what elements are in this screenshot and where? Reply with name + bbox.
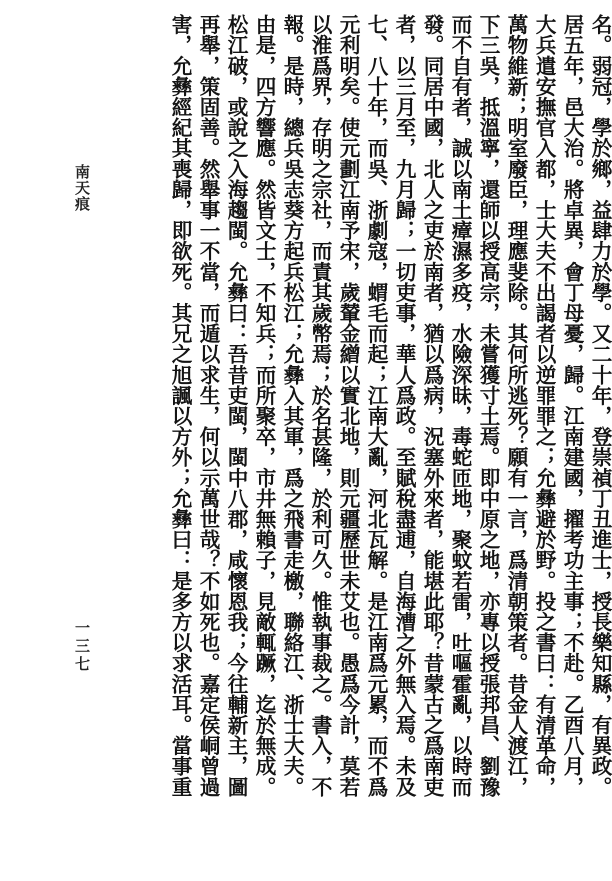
text-column: 七、八十年，而吳、浙劇寇，蝟毛而起；江南大亂，河北瓦解。是江南爲元累，而不爲	[364, 14, 388, 797]
text-column: 者，以三月至，九月歸；一切吏事，華人爲政。至賦稅盡逋，自海漕之外無入焉。未及	[392, 14, 416, 797]
text-column: 居五年，邑大治。將卓異，會丁母憂，歸。江南建國，擢考功主事；不赴。乙酉八月，	[560, 14, 584, 797]
text-column: 以淮爲界，存明之宗社，而責其歲幣焉；於名甚隆，於利可久。惟執事裁之。書入，不	[308, 14, 332, 797]
text-column: 而不自有者，誠以南土瘴濕多疫，水險深昧，毒蛇匝地，聚蚊若雷，吐嘔霍亂，以時而	[448, 14, 472, 797]
running-title: 南天痕	[73, 164, 91, 212]
text-column: 萬物維新；明室廢臣，理應斐除。其何所逃死？願有一言，爲清朝策者。昔金人渡江，	[504, 14, 528, 797]
text-column: 大兵遣安撫官入都，士大夫不出謁者以逆罪罪之；允彝避於野。投之書曰：有清革命，	[532, 14, 556, 797]
text-column: 發。同居中國，北人之吏於南者，猶以爲病，況塞外來者，能堪此耶？昔蒙古之爲南吏	[420, 14, 444, 797]
text-column: 元利明矣。使元劃江南予宋，歲輦金繒以實北地，則元疆歷世未艾也。愚爲今計，莫若	[336, 14, 360, 797]
text-column: 松江破，或說之入海趨閩。允彝曰：吾昔吏閩，閩中八郡，咸懷恩我；今往輔新主，圖	[224, 14, 248, 797]
text-column: 害，允彝經紀其喪歸，即欲死。其兄之旭諷以方外；允彝曰：是多方以求活耳。當事重	[168, 14, 192, 797]
page-number: 一三七	[73, 620, 91, 674]
text-column: 再舉，策固善。然舉事一不當，而遁以求生，何以示萬世哉？不如死也。嘉定侯峒曾過	[196, 14, 220, 797]
text-column: 下三吳，抵溫寧，還師以授高宗，未嘗獲寸土焉。即中原之地，亦專以授張邦昌、劉豫	[476, 14, 500, 797]
body-text	[52, 14, 612, 797]
text-column: 報。是時，總兵吳志葵方起兵松江；允彝入其軍，爲之飛書走檄，聯絡江、浙士大夫。	[280, 14, 304, 797]
text-column: 由是，四方響應。然皆文士，不知兵；而所聚卒，市井無賴子，見敵輒蹶，迄於無成。	[252, 14, 276, 797]
text-column: 名。弱冠，學於鄉，益肆力於學。又二十年，登崇禎丁丑進士，授長樂知縣，有異政。	[588, 14, 612, 797]
